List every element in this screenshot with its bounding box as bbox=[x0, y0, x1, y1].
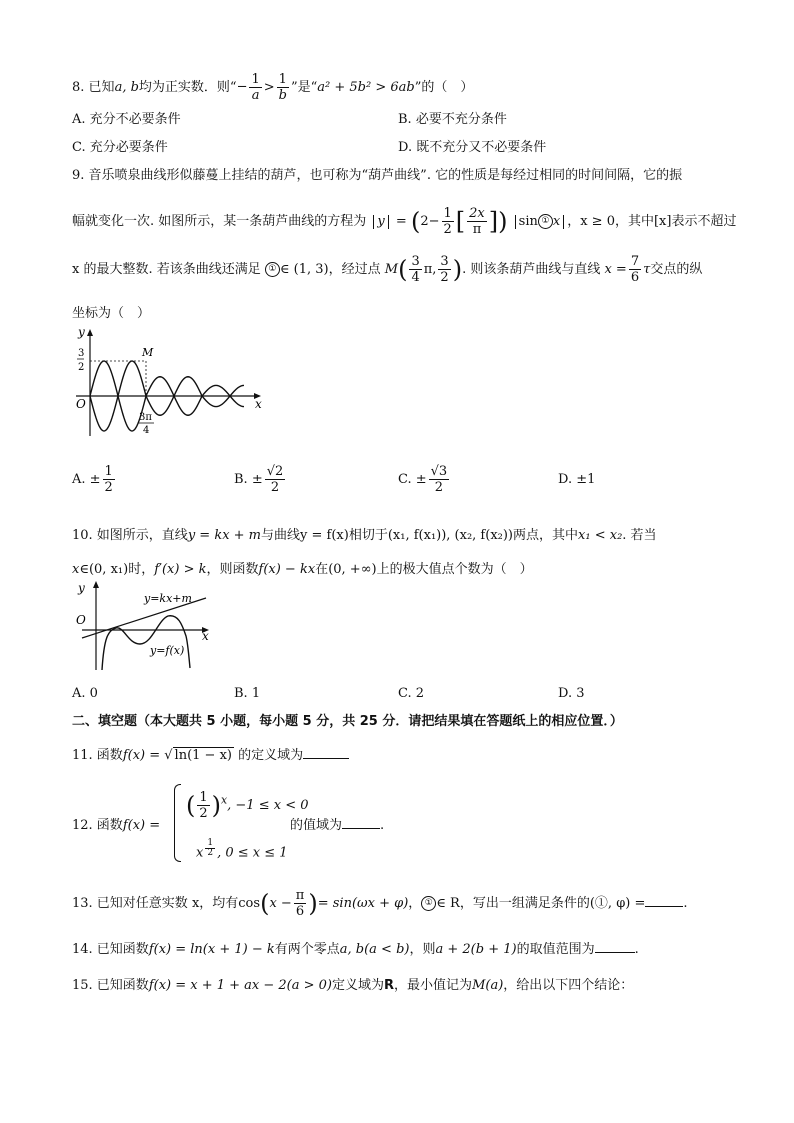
q9-tick-y-num: 3 bbox=[78, 348, 85, 359]
q10-option-a: A. 0 bbox=[72, 686, 98, 701]
q9-line1: 9. 音乐喷泉曲线形似藤蔓上挂结的葫芦，也可称为“葫芦曲线”. 它的性质是每经过相同的时间间隔，它的振 bbox=[72, 168, 683, 183]
q9-point-m-label: M bbox=[142, 346, 154, 359]
q9-option-c: C. ± $\frac{√3}{2}$ bbox=[398, 464, 448, 495]
q10-curve-f bbox=[102, 616, 190, 670]
q10-line1: 10. 如图所示，直线y = kx + m与曲线y = f(x)相切于(x₁, f(x₁)), (x₂, f(x₂))两点，其中x₁ < x₂. 若当 bbox=[72, 528, 657, 543]
q10-origin-label: O bbox=[76, 613, 86, 627]
q10-option-d: D. 3 bbox=[558, 686, 585, 701]
q8-option-b: B. 必要不充分条件 bbox=[398, 112, 507, 127]
q12-answer-blank[interactable] bbox=[342, 816, 380, 829]
q10-x-label: x bbox=[202, 629, 209, 643]
q9-y-arrow bbox=[87, 329, 93, 336]
q9-gourd-curve-figure bbox=[68, 326, 268, 446]
q13-answer-blank[interactable] bbox=[645, 894, 683, 907]
q10-option-c: C. 2 bbox=[398, 686, 425, 701]
q9-option-b: B. ± $\frac{√2}{2}$ bbox=[234, 464, 284, 495]
q9-line3: x 的最大整数. 若该条曲线还满足 ① ∈ (1, 3)，经过点 M( $\frac{3}{4}$ π, $\frac{3}{2}$ ). 则该条葫芦曲线与直线 x = $\frac{7}{6}$ τ交点的纵 bbox=[72, 254, 703, 285]
q9-y-label: y bbox=[78, 326, 85, 339]
q8-option-d: D. 既不充分又不必要条件 bbox=[398, 140, 547, 155]
q11-answer-blank[interactable] bbox=[303, 746, 349, 759]
q9-tick-y-den: 2 bbox=[78, 362, 85, 373]
q9-tick-x-den: 4 bbox=[143, 425, 150, 436]
q14: 14. 已知函数f(x) = ln(x + 1) − k有两个零点a, b(a < b)，则a + 2(b + 1)的取值范围为 . bbox=[72, 942, 639, 957]
q15: 15. 已知函数f(x) = x + 1 + ax − 2(a > 0)定义域为R，最小值记为M(a)，给出以下四个结论： bbox=[72, 978, 634, 993]
q8-stem: 8. 已知a, b均为正实数．则“− $\frac{1}{a}$ > $\frac{1}{b}$ ”是“a² + 5b² > 6ab”的（ ） bbox=[72, 72, 474, 103]
q14-answer-blank[interactable] bbox=[595, 940, 635, 953]
q10-y-label: y bbox=[78, 581, 85, 595]
q10-y-arrow bbox=[93, 581, 99, 588]
q12-lead: 12. 函数f(x) = bbox=[72, 818, 161, 833]
q13: 13. 已知对任意实数 x，均有cos(x − $\frac{\pi}{6}$ )= sin(ωx + φ)， ① ∈ R，写出一组满足条件的(①, φ) = . bbox=[72, 888, 688, 919]
q9-option-a: A. ± $\frac{1}{2}$ bbox=[72, 464, 113, 495]
q12-brace bbox=[174, 784, 181, 862]
q10-option-b: B. 1 bbox=[234, 686, 261, 701]
q9-tick-x-num: 3π bbox=[139, 412, 152, 423]
q12-case2: x $^{\frac{1}{2}}$ , 0 ≤ x ≤ 1 bbox=[196, 837, 288, 861]
q9-line4: 坐标为（ ） bbox=[72, 306, 151, 321]
q8-frac-1b: $\frac{1}{b}$ bbox=[278, 72, 287, 103]
q12-tail: 的值域为 . bbox=[290, 818, 385, 833]
section-2-heading: 二、填空题（本大题共 5 小题，每小题 5 分，共 25 分．请把结果填在答题纸上的相应位置．） bbox=[72, 714, 623, 729]
q9-line2: 幅就变化一次. 如图所示，某一条葫芦曲线的方程为 y = (2− $\frac{1}{2}$ [ $\frac{2x}{\pi}$ ]) sin ① x ，x ≥ 0，其中[x]表示不超过 bbox=[72, 206, 737, 237]
q9-option-d: D. ±1 bbox=[558, 472, 596, 487]
q10-curve-label: y=f(x) bbox=[150, 644, 185, 657]
q10-tangent-figure bbox=[68, 578, 218, 674]
q9-x-label: x bbox=[255, 397, 262, 411]
q10-line2: x∈(0, x₁)时，f′(x) > k，则函数f(x) − kx在(0, +∞)上的极大值点个数为（ ） bbox=[72, 562, 533, 577]
q8-option-c: C. 充分必要条件 bbox=[72, 140, 168, 155]
q8-frac-1a: $\frac{1}{a}$ bbox=[251, 72, 260, 103]
q10-line-label: y=kx+m bbox=[144, 592, 192, 605]
q12-case1: ( $\frac{1}{2}$ )$^x$, −1 ≤ x < 0 bbox=[186, 790, 309, 821]
q9-origin-label: O bbox=[76, 397, 86, 411]
q11: 11. 函数f(x) = √ ln(1 − x) 的定义域为 bbox=[72, 746, 349, 766]
q8-option-a: A. 充分不必要条件 bbox=[72, 112, 181, 127]
